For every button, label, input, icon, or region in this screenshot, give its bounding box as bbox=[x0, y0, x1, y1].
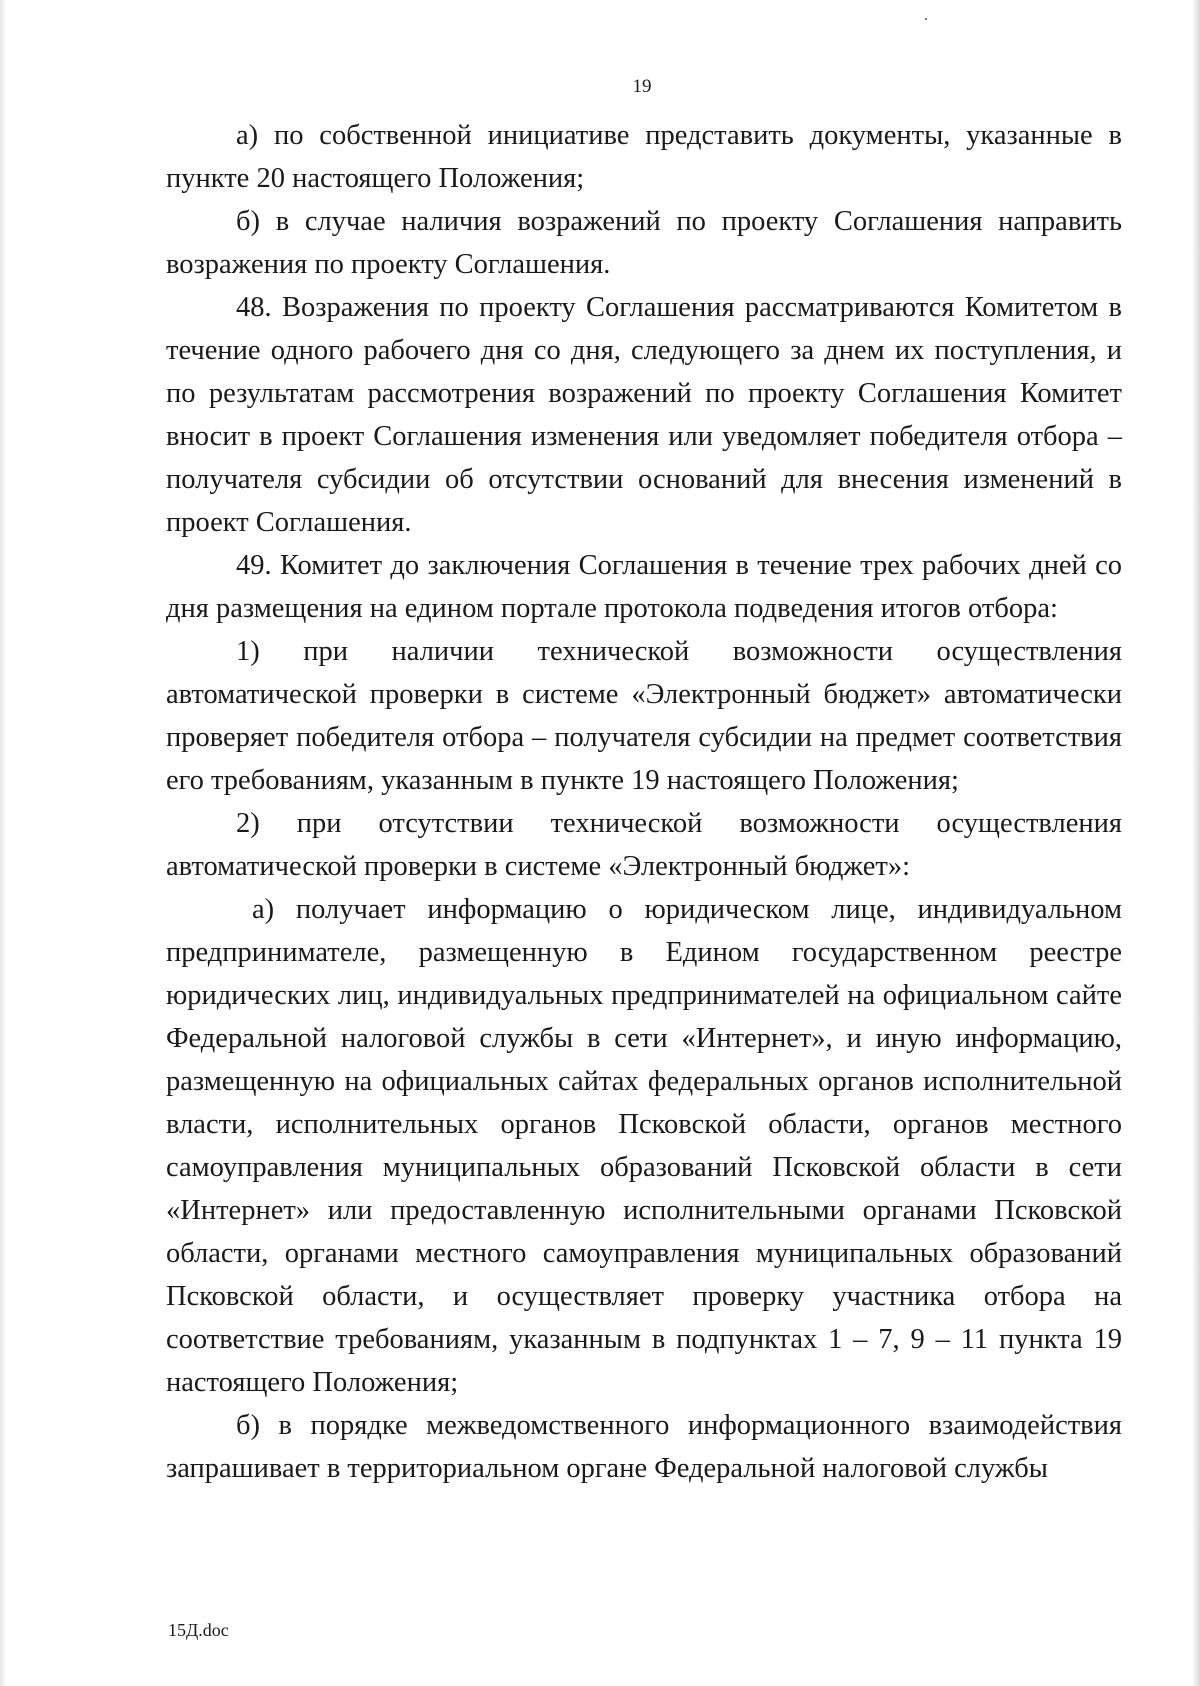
paragraph-49-item-2: 2) при отсутствии технической возможности осуществления автоматической проверки в системе «Электронный бюджет»: bbox=[166, 808, 1122, 882]
page-number: 19 bbox=[632, 76, 652, 97]
paragraph-b-objections: б) в случае наличия возражений по проекту Соглашения направить возражения по проекту Соглашения. bbox=[166, 206, 1122, 280]
scan-speck bbox=[925, 18, 927, 20]
scan-edge-right bbox=[1192, 0, 1200, 1686]
document-body bbox=[166, 114, 1122, 1490]
footer-filename: 15Д.doc bbox=[168, 1620, 229, 1640]
paragraph-49-item-2a: а) получает информацию о юридическом лице, индивидуальном предпринимателе, размещенную в Едином государственном реестре юридических лиц, индивидуальных предпринимателей на официальном сайте Федеральной налоговой службы в сети «Интернет», и иную информацию, размещенную на официальных сайтах федеральных органов исполнительной власти, исполнительных органов Псковской области, органов местного самоуправления муниципальных образований Псковской области в сети «Интернет» или предоставленную исполнительными органами Псковской области, органами местного самоуправления муниципальных образований Псковской области, и осуществляет проверку участника отбора на соответствие требованиям, указанным в подпунктах 1 – 7, 9 – 11 пункта 19 настоящего Положения; bbox=[166, 894, 1122, 1398]
paragraph-a-initiative: а) по собственной инициативе представить документы, указанные в пункте 20 настоящего Положения; bbox=[166, 120, 1122, 194]
paragraph-49-item-1: 1) при наличии технической возможности осуществления автоматической проверки в системе «Электронный бюджет» автоматически проверяет победителя отбора – получателя субсидии на предмет соответствия его требованиям, указанным в пункте 19 настоящего Положения; bbox=[166, 636, 1122, 796]
paragraph-49: 49. Комитет до заключения Соглашения в течение трех рабочих дней со дня размещения на едином портале протокола подведения итогов отбора: bbox=[166, 550, 1122, 624]
paragraph-49-item-2b: б) в порядке межведомственного информационного взаимодействия запрашивает в территориальном органе Федеральной налоговой службы bbox=[166, 1410, 1122, 1484]
paragraph-48: 48. Возражения по проекту Соглашения рассматриваются Комитетом в течение одного рабочего дня со дня, следующего за днем их поступления, и по результатам рассмотрения возражений по проекту Соглашения Комитет вносит в проект Соглашения изменения или уведомляет победителя отбора – получателя субсидии об отсутствии оснований для внесения изменений в проект Соглашения. bbox=[166, 292, 1122, 538]
scan-edge-left bbox=[0, 0, 6, 1686]
